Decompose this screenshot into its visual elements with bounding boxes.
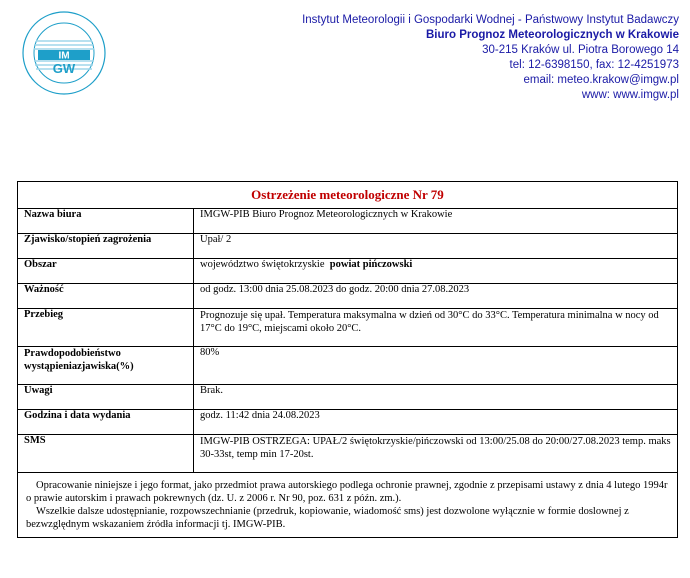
institute-header [302,13,679,103]
row-label: Zjawisko/stopień zagrożenia [18,234,194,259]
imgw-logo [22,11,106,95]
row-label: Uwagi [18,385,194,410]
svg-text:IM: IM [58,50,70,62]
row-value: IMGW-PIB Biuro Prognoz Meteorologicznych w Krakowie [194,209,678,234]
row-value: godz. 11:42 dnia 24.08.2023 [194,410,678,435]
probability-label: Prawdopodobieństwo wystąpieniazjawiska(%) [24,348,134,372]
copyright-notice [18,473,678,538]
address: 30-215 Kraków ul. Piotra Borowego 14 [482,44,679,56]
bureau-name: Biuro Prognoz Meteorologicznych w Krakowie [425,29,679,41]
sms-text: IMGW-PIB OSTRZEGA: UPAŁ/2 świętokrzyskie/pińczowski od 13:00/25.08 do 20:00/27.08.2023 temp. maks 30-33st, temp min 17-20st. [200,436,671,460]
phone-fax: tel: 12-6398150, fax: 12-4251973 [509,59,679,71]
row-label: Nazwa biura [18,209,194,234]
warning-title: Ostrzeżenie meteorologiczne Nr 79 [18,182,678,209]
row-value: od godz. 13:00 dnia 25.08.2023 do godz. 20:00 dnia 27.08.2023 [194,284,678,309]
institute-name: Instytut Meteorologii i Gospodarki Wodnej - Państwowy Instytut Badawczy [302,14,679,26]
svg-text:GW: GW [52,61,76,76]
website: www: www.imgw.pl [581,89,679,101]
area-voivodeship: województwo świętokrzyskie [200,259,325,270]
row-label: SMS [18,435,194,473]
row-label: Obszar [18,259,194,284]
row-value: 80% [194,347,678,385]
row-value: Brak. [194,385,678,410]
row-value [194,309,678,347]
row-label: Przebieg [18,309,194,347]
row-value: Upał/ 2 [194,234,678,259]
redistribution-text: Wszelkie dalsze udostępnianie, rozpowszechnianie (przedruk, kopiowanie, wiadomość sms) jest dozwolone wyłącznie w formie doslownej z bezwzględnym wskazaniem źródła informacji tj. IMGW-PIB. [26,506,629,530]
area-county: powiat pińczowski [329,259,413,270]
row-label [18,347,194,385]
course-text: Prognozuje się upał. Temperatura maksymalna w dzień od 30°C do 33°C. Temperatura minimalna w nocy od 17°C do 19°C, miejscami około 20°C. [200,310,659,334]
row-value [194,435,678,473]
row-value [194,259,678,284]
row-label: Ważność [18,284,194,309]
row-label: Godzina i data wydania [18,410,194,435]
email: email: meteo.krakow@imgw.pl [523,74,679,86]
copyright-text: Opracowanie niniejsze i jego format, jako przedmiot prawa autorskiego podlega ochronie prawnej, zgodnie z przepisami ustawy z dnia 4 lutego 1994r o prawie autorskim i prawach pokrewnych (dz. U. z 2006 r. Nr 90, poz. 631 z późn. zm.). [26,480,668,504]
warning-table [17,181,678,538]
